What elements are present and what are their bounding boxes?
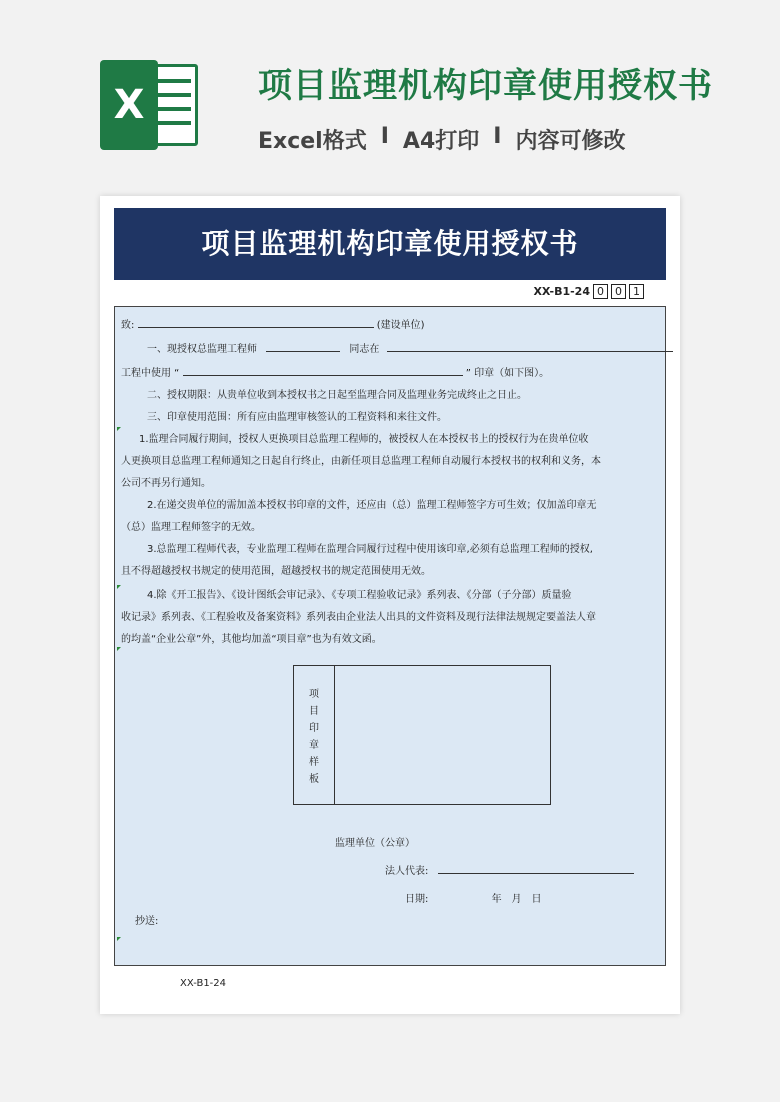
- chief-engineer-field[interactable]: [266, 341, 340, 352]
- date-label: 日期:: [405, 894, 429, 905]
- feature-editable: 内容可修改: [515, 129, 626, 154]
- seal-text: ” 印章（如下图）。: [465, 368, 550, 379]
- date-field[interactable]: 年 月 日: [491, 894, 542, 905]
- cell-marker: [117, 427, 121, 431]
- separator: I: [493, 124, 502, 149]
- separator: I: [380, 124, 389, 149]
- feature-print: A4打印: [402, 129, 480, 154]
- code-digit[interactable]: 0: [593, 284, 608, 299]
- legal-rep-label: 法人代表:: [385, 866, 429, 877]
- build-unit-field[interactable]: [138, 317, 374, 328]
- build-unit-label: (建设单位): [376, 320, 425, 331]
- cell-marker: [117, 585, 121, 589]
- feature-line: [258, 124, 758, 155]
- clause-text: 3.总监理工程师代表，专业监理工程师在监理合同履行过程中使用该印章,必须有总监理工程师的授权,: [147, 544, 593, 555]
- date-row: [405, 893, 542, 907]
- code-digit[interactable]: 1: [629, 284, 644, 299]
- footer-code: XX-B1-24: [180, 978, 227, 989]
- document-page: [100, 196, 680, 1014]
- logo-letter: X: [100, 60, 158, 150]
- page-title: 项目监理机构印章使用授权书: [258, 66, 713, 106]
- clause-text: （总）监理工程师签字的无效。: [121, 522, 261, 533]
- supervisor-unit-label: 监理单位（公章）: [335, 838, 415, 849]
- form-code: [533, 284, 644, 299]
- legal-rep-row: [385, 863, 634, 879]
- seal-sample-label: 项 目 印 章 样 板: [294, 666, 335, 804]
- cell-marker: [117, 937, 121, 941]
- auth-text: 同志在: [349, 344, 380, 355]
- project-name-field[interactable]: [387, 341, 673, 352]
- scope-text: 三、印章使用范围：所有应由监理审核签认的工程资料和来往文件。: [147, 412, 447, 423]
- cc-label: 抄送:: [135, 916, 159, 927]
- to-label: 致:: [121, 320, 135, 331]
- code-digit[interactable]: 0: [611, 284, 626, 299]
- cell-marker: [117, 647, 121, 651]
- to-row: [121, 317, 425, 333]
- auth-text: 一、现授权总监理工程师: [147, 344, 257, 355]
- clause-text: 收记录》系列表、《工程验收及备案资料》系列表由企业法人出具的文件资料及现行法律法规规定要盖法人章: [121, 612, 596, 623]
- form-code-label: XX-B1-24: [533, 285, 590, 298]
- excel-logo-icon: [100, 60, 198, 150]
- seal-row: [121, 365, 549, 381]
- clause-text: 4.除《开工报告》、《设计图纸会审记录》、《专项工程验收记录》系列表、《分部（子分部）质量验: [147, 590, 572, 601]
- legal-rep-field[interactable]: [438, 863, 634, 874]
- feature-format: Excel格式: [258, 129, 367, 154]
- clause-text: 公司不再另行通知。: [121, 478, 211, 489]
- clause-text: 人更换项目总监理工程师通知之日起自行终止，由新任项目总监理工程师自动履行本授权书的权利和义务，本: [121, 456, 601, 467]
- form-body: [114, 306, 666, 966]
- seal-text: 工程中使用 “: [121, 368, 180, 379]
- clause-text: 1.监理合同履行期间，授权人更换项目总监理工程师的，被授权人在本授权书上的授权行为在贵单位收: [139, 434, 589, 445]
- seal-name-field[interactable]: [183, 365, 463, 376]
- clause-text: 且不得超越授权书规定的使用范围，超越授权书的规定范围使用无效。: [121, 566, 431, 577]
- document-banner: 项目监理机构印章使用授权书: [114, 208, 666, 280]
- auth-row: [147, 341, 673, 357]
- term-text: 二、授权期限：从贵单位收到本授权书之日起至监理合同及监理业务完成终止之日止。: [147, 390, 527, 401]
- seal-sample-box[interactable]: [293, 665, 551, 805]
- clause-text: 的均盖“企业公章”外，其他均加盖“项目章”也为有效文函。: [121, 634, 382, 645]
- clause-text: 2.在递交贵单位的需加盖本授权书印章的文件，还应由（总）监理工程师签字方可生效；仅加盖印章无: [147, 500, 597, 511]
